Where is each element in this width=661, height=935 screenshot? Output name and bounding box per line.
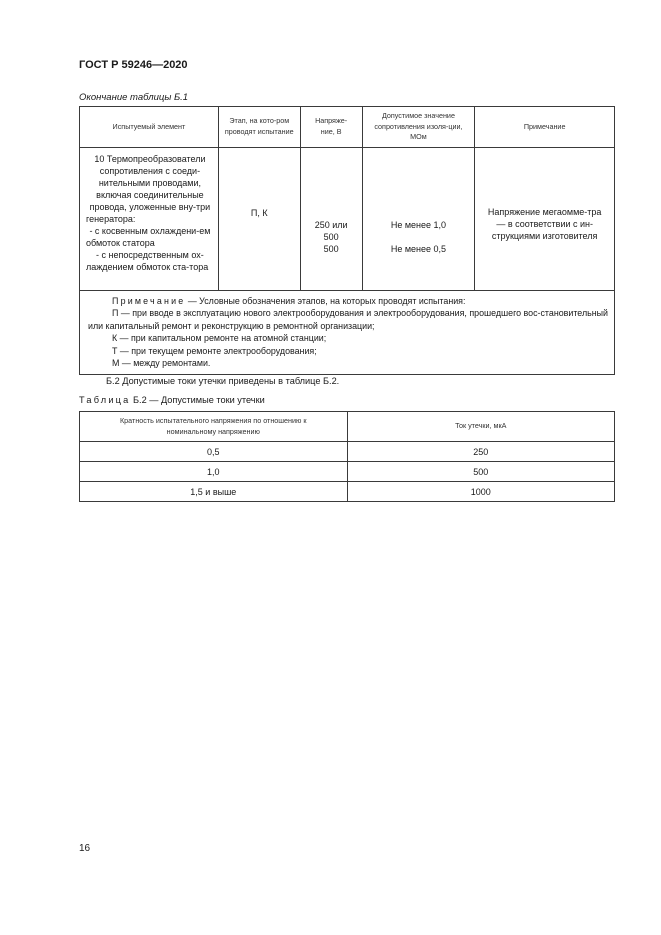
table-cell: 1,0 — [80, 462, 348, 482]
table-row — [80, 442, 615, 462]
table-cell: 1000 — [347, 482, 614, 502]
table-cell: 1,5 и выше — [80, 482, 348, 502]
paragraph: Б.2 Допустимые токи утечки приведены в таблице Б.2. — [106, 376, 340, 386]
column-header: Напряже-ние, В — [300, 107, 362, 148]
table-header-row — [80, 107, 615, 148]
column-header: Кратность испытательного напряжения по отношению к номинальному напряжению — [80, 412, 348, 442]
note-line: П — при вводе в эксплуатацию нового электрооборудования и электрооборудования, прошедшего вос-становительный или капитальный ремонт и реконструкцию в ремонтной организации; — [88, 308, 608, 331]
note-row — [80, 291, 615, 375]
stage-value: П, К — [250, 208, 268, 218]
note-line: Т — при текущем ремонте электрооборудования; — [112, 345, 317, 356]
note-line: М — между ремонтами. — [112, 358, 211, 369]
resistance-value: Не менее 1,0 — [390, 220, 447, 230]
insulation-resistance-table — [79, 106, 615, 375]
stage-cell — [218, 148, 300, 291]
resistance-cell — [362, 148, 475, 291]
element-text: - с непосредственным ох-лаждением обмоток ста-тора — [86, 250, 209, 272]
table-row — [80, 462, 615, 482]
element-text: - с косвенным охлаждени-ем обмоток статора — [86, 226, 211, 248]
table-caption: Таблица Б.2 — Допустимые токи утечки — [79, 395, 265, 405]
voltage-value: 500 — [323, 244, 339, 254]
voltage-cell — [300, 148, 362, 291]
note-cell — [80, 291, 615, 375]
note-label: Примечание — [112, 296, 186, 306]
note-line: К — при капитальном ремонте на атомной станции; — [112, 333, 327, 344]
table-cell: 0,5 — [80, 442, 348, 462]
table-row — [80, 148, 615, 291]
table-cell: 500 — [347, 462, 614, 482]
page-number: 16 — [79, 843, 91, 854]
note-intro: Примечание — Условные обозначения этапов, на которых проводят испытания: — [112, 296, 466, 306]
remark-text: Напряжение мегаомме-тра — в соответствии с ин-струкциями изготовителя — [487, 207, 602, 241]
table-cell: 250 — [347, 442, 614, 462]
resistance-value: Не менее 0,5 — [390, 244, 447, 254]
column-header: Ток утечки, мкА — [347, 412, 614, 442]
remark-cell — [475, 148, 615, 291]
leakage-current-table — [79, 411, 615, 502]
document-header: ГОСТ Р 59246—2020 — [79, 59, 188, 71]
element-text: 10 Термопреобразователи сопротивления с соеди-нительными проводами, включая соединительные провода, уложенные вну-три генератора: — [86, 154, 211, 224]
column-header: Примечание — [475, 107, 615, 148]
column-header: Допустимое значение сопротивления изоля-ции, МОм — [362, 107, 475, 148]
voltage-value: 250 или — [314, 220, 348, 230]
table-caption: Окончание таблицы Б.1 — [79, 92, 189, 103]
table-header-row — [80, 412, 615, 442]
table-row — [80, 482, 615, 502]
voltage-value: 500 — [323, 232, 339, 242]
column-header: Испытуемый элемент — [80, 107, 219, 148]
column-header: Этап, на кото-ром проводят испытание — [218, 107, 300, 148]
tested-element-cell — [80, 148, 219, 291]
